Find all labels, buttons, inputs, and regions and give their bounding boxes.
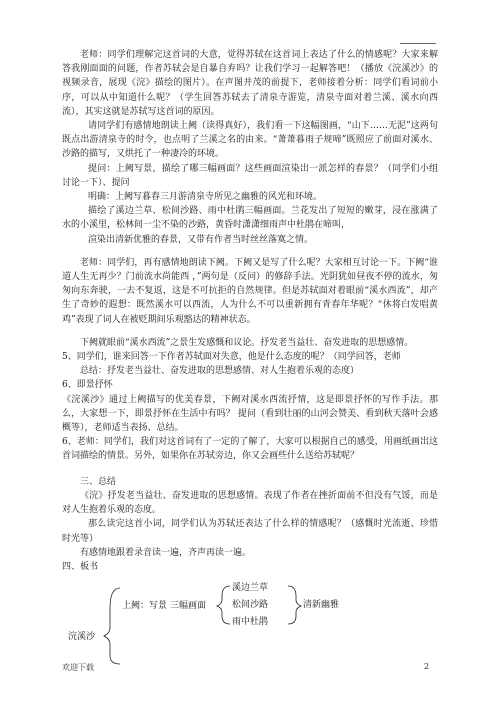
feeling-question: 那么读完这首小词，同学们认为苏轼还表达了什么样的情感呢？（感慨时光流逝、珍惜时光等） [62,519,438,544]
blackboard-diagram [62,578,438,674]
question-paragraph: 提问：上阙写景，描绘了哪三幅画面？这些画面渲染出一派怎样的春景？（同学们小组讨论一下）、提问 [62,163,438,188]
board-item: 溪边兰草 [232,583,269,594]
header-rule [400,43,436,44]
board-item: 松间沙路 [232,600,269,611]
mood-paragraph: 渲染出清新优雅的春景，又带有作者当时丝丝落寞之情。 [88,234,314,245]
board-pictures-label: 三幅画面 [170,601,207,612]
teacher-paragraph-1: 老师：同学们理解完这首词的大意，觉得苏轼在这首词上表达了什么的情感呢？大家来解答我刚面面的问题，作者苏轼会是自暴自弃吗？让我们学习一起解答吧！（播放《浣溪沙》的视频录音，展现《浣》描绘的图片）。在声图并茂的前提下，老师接着分析：同学们看词前小序，可以从中知道什么呢？（学生回答苏轼去了清泉寺游览，清泉寺面对着兰溪、溪水向西流），其实这就是苏轼写这首词的原因。 [62,50,438,117]
step-6-heading: 6、即景抒怀 [62,380,113,391]
board-upper-label: 上阙：写景 [122,601,168,612]
footer-download: 欢迎下载 [62,663,94,672]
step-5-question: 5、同学们，谁来回答一下作者苏轼面对失意，他是什么态度的呢？（同学回答，老师 [62,352,401,363]
step-6-paragraph: 《浣溪沙》通过上阙描写的优美春景，下阙对溪水西流抒情，这是即景抒怀的写作手法。那么，大家想一下，即景抒怀在生活中有吗？ 提问（看到壮丽的山河会赞美、看到秋天落叶会感概等），老师适当表扬、总结。 [62,394,438,434]
summary-paragraph: 下阙就眼前“溪水西流”之景生发感慨和议论。抒发老当益壮、奋发进取的思想感情。 [80,337,414,348]
summary-text: 《浣》抒发老当益壮、奋发进取的思想感情。表现了作者在挫折面前不但没有气馁，而是对人生抱着乐观的态度。 [62,490,438,516]
section-summary-heading: 三、总结 [80,476,117,487]
read-aloud-note: 有感情地跟着录音读一遍，齐声再读一遍。 [80,547,252,558]
step-6-drawing: 6、老师：同学们，我们对这首词有了一定的了解了，大家可以根据自己的感受，用画纸画出这首词描绘的情景。另外，如果你在苏轼旁边，你又会画些什么送给苏轼呢？ [62,437,438,462]
page-number: 2 [424,662,430,671]
section-board-heading: 四、板书 [62,561,99,572]
board-root-title: 浣溪沙 [68,632,96,643]
step-5-summary: 总结：抒发老当益壮、奋发进取的思想感情、对人生抱着乐观的态度） [80,366,360,377]
board-item: 雨中杜鹃 [232,617,269,628]
board-mood-label: 清新幽雅 [303,600,340,611]
clarify-paragraph: 明确：上阙写暮春三月游清泉寺所见之幽雅的风光和环境。 [88,192,323,203]
scene-paragraph: 描绘了溪边兰草、松间沙路、雨中杜鹃三幅画面。兰花发出了短短的嫩芽，浸在涨满了水的小溪里，松林间一尘不染的沙路，黄昏时潇潇细雨声中杜鹃在啼叫， [62,206,438,231]
lesson-text [62,48,438,674]
reading-paragraph: 请同学们有感情地朗读上阙（读得真好），我们看一下这幅图画，“山下……无泥”这两句既点出游清泉寺的时令，也点明了兰溪之名的由来。“萧萧暮雨子规啼”既照应了前面对溪水、沙路的描写，又烘托了一种凄冷的环境。 [62,121,438,160]
teacher-paragraph-2: 老师：同学们，再有感情地朗读下阙。下阙又是写了什么呢？大家相互讨论一下。下阙“谁道人生无再少？门前流水尚能西 ，”两句是（反问）的修辞手法。光阴犹如昼夜不停的流水，匆匆向东奔驶，一去不复返，这是不可抗拒的自然规律。但是苏轼面对着眼前“溪水西流”，却产生了奇妙的遐想：既然溪水可以西流，人为什么不可以重新拥有青春年华呢？“休将白发唱黄鸡”表现了词人在被贬期间乐观豁达的精神状态。 [62,257,438,325]
